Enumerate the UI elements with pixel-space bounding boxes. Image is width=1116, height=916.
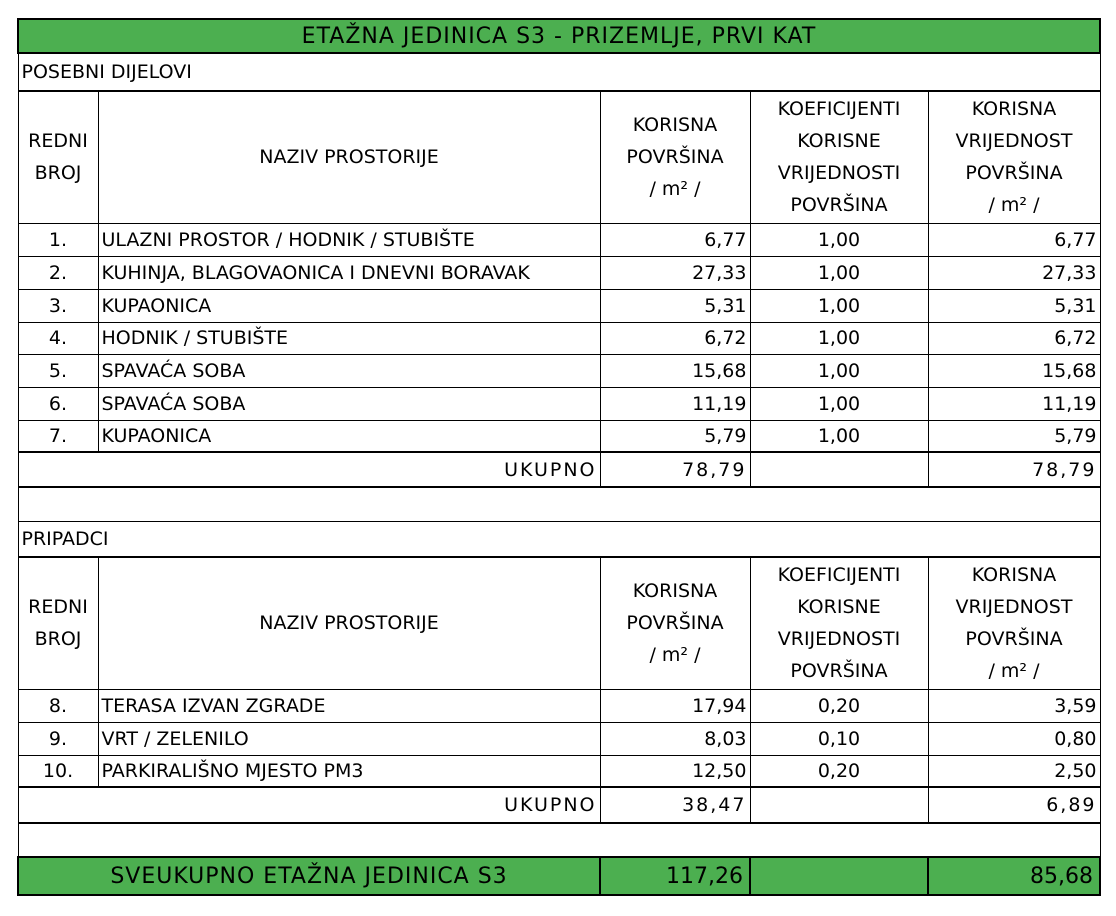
weighted-value: 3,59 (928, 689, 1100, 722)
row-number: 1. (18, 223, 98, 256)
table-title: ETAŽNA JEDINICA S3 - PRIZEMLJE, PRVI KAT (18, 19, 1100, 53)
table-row (18, 420, 1100, 452)
grand-total-coefficient-empty (750, 857, 928, 895)
room-name: KUHINJA, BLAGOVAONICA I DNEVNI BORAVAK (98, 256, 600, 289)
grand-total-area: 117,26 (600, 857, 750, 895)
area-value: 5,79 (600, 420, 750, 452)
coefficient-value: 1,00 (750, 256, 928, 289)
area-value: 6,72 (600, 322, 750, 354)
subtotal-value: 6,89 (928, 787, 1100, 823)
weighted-value: 6,72 (928, 322, 1100, 354)
row-number: 7. (18, 420, 98, 452)
room-name: PARKIRALIŠNO MJESTO PM3 (98, 755, 600, 787)
row-number: 3. (18, 289, 98, 322)
table-row (18, 755, 1100, 787)
subtotal-area: 78,79 (600, 452, 750, 487)
area-value: 8,03 (600, 722, 750, 755)
header-naziv-prostorije: NAZIV PROSTORIJE (98, 91, 600, 223)
table-row (18, 223, 1100, 256)
room-name: SPAVAĆA SOBA (98, 387, 600, 420)
room-name: ULAZNI PROSTOR / HODNIK / STUBIŠTE (98, 223, 600, 256)
room-name: HODNIK / STUBIŠTE (98, 322, 600, 354)
room-name: TERASA IZVAN ZGRADE (98, 689, 600, 722)
table-row (18, 322, 1100, 354)
coefficient-value: 1,00 (750, 223, 928, 256)
area-value: 17,94 (600, 689, 750, 722)
coefficient-value: 1,00 (750, 322, 928, 354)
area-value: 15,68 (600, 354, 750, 387)
header-redni-broj: REDNI BROJ (18, 557, 98, 689)
header-korisna-povrsina: KORISNA POVRŠINA / m² / (600, 557, 750, 689)
grand-total-label: SVEUKUPNO ETAŽNA JEDINICA S3 (18, 857, 600, 895)
area-value: 5,31 (600, 289, 750, 322)
subtotal-value: 78,79 (928, 452, 1100, 487)
coefficient-value: 1,00 (750, 354, 928, 387)
area-value: 12,50 (600, 755, 750, 787)
weighted-value: 5,79 (928, 420, 1100, 452)
row-number: 5. (18, 354, 98, 387)
coefficient-value: 1,00 (750, 420, 928, 452)
spacer-row (18, 823, 1100, 857)
header-korisna-povrsina: KORISNA POVRŠINA / m² / (600, 91, 750, 223)
spacer-cell (18, 487, 1100, 521)
section-label-pripadci: PRIPADCI (18, 521, 1100, 557)
row-number: 2. (18, 256, 98, 289)
header-koeficijenti: KOEFICIJENTI KORISNE VRIJEDNOSTI POVRŠINA (750, 91, 928, 223)
table-row (18, 387, 1100, 420)
column-header-row (18, 557, 1100, 689)
subtotal-row-pripadci (18, 787, 1100, 823)
header-naziv-prostorije: NAZIV PROSTORIJE (98, 557, 600, 689)
row-number: 4. (18, 322, 98, 354)
subtotal-coefficient-empty (750, 787, 928, 823)
area-value: 11,19 (600, 387, 750, 420)
coefficient-value: 1,00 (750, 387, 928, 420)
spacer-cell (18, 823, 1100, 857)
table-row (18, 689, 1100, 722)
section-row-posebni (18, 53, 1100, 91)
table-row (18, 722, 1100, 755)
grand-total-value: 85,68 (928, 857, 1100, 895)
coefficient-value: 1,00 (750, 289, 928, 322)
spacer-row (18, 487, 1100, 521)
subtotal-area: 38,47 (600, 787, 750, 823)
header-korisna-vrijednost: KORISNA VRIJEDNOST POVRŠINA / m² / (928, 91, 1100, 223)
coefficient-value: 0,20 (750, 689, 928, 722)
section-row-pripadci (18, 521, 1100, 557)
header-korisna-vrijednost: KORISNA VRIJEDNOST POVRŠINA / m² / (928, 557, 1100, 689)
row-number: 10. (18, 755, 98, 787)
area-value: 27,33 (600, 256, 750, 289)
weighted-value: 11,19 (928, 387, 1100, 420)
weighted-value: 5,31 (928, 289, 1100, 322)
column-header-row (18, 91, 1100, 223)
weighted-value: 2,50 (928, 755, 1100, 787)
row-number: 6. (18, 387, 98, 420)
area-value: 6,77 (600, 223, 750, 256)
table-row (18, 354, 1100, 387)
area-table (17, 18, 1101, 896)
room-name: KUPAONICA (98, 420, 600, 452)
weighted-value: 27,33 (928, 256, 1100, 289)
subtotal-label: UKUPNO (18, 452, 600, 487)
subtotal-label: UKUPNO (18, 787, 600, 823)
subtotal-coefficient-empty (750, 452, 928, 487)
coefficient-value: 0,20 (750, 755, 928, 787)
room-name: VRT / ZELENILO (98, 722, 600, 755)
title-row (18, 19, 1100, 53)
row-number: 8. (18, 689, 98, 722)
subtotal-row-posebni (18, 452, 1100, 487)
coefficient-value: 0,10 (750, 722, 928, 755)
header-koeficijenti: KOEFICIJENTI KORISNE VRIJEDNOSTI POVRŠINA (750, 557, 928, 689)
weighted-value: 0,80 (928, 722, 1100, 755)
section-label-posebni: POSEBNI DIJELOVI (18, 53, 1100, 91)
room-name: KUPAONICA (98, 289, 600, 322)
room-name: SPAVAĆA SOBA (98, 354, 600, 387)
table-row (18, 256, 1100, 289)
row-number: 9. (18, 722, 98, 755)
grand-total-row (18, 857, 1100, 895)
weighted-value: 15,68 (928, 354, 1100, 387)
table-row (18, 289, 1100, 322)
header-redni-broj: REDNI BROJ (18, 91, 98, 223)
weighted-value: 6,77 (928, 223, 1100, 256)
